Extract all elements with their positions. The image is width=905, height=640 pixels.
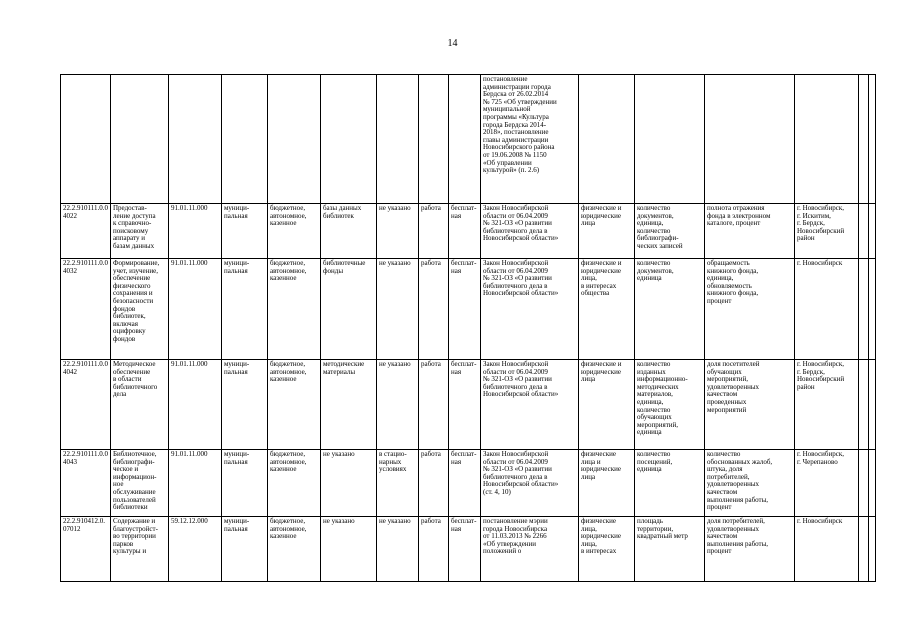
cell-pay <box>449 75 481 204</box>
cell-pay: бесплат- ная <box>449 517 481 582</box>
cell-unit: не указано <box>377 259 419 360</box>
cell-name: Методическое обеспечение в области библиотечного дела <box>111 360 169 450</box>
table-row <box>61 259 876 360</box>
cell-pay: бесплат- ная <box>449 204 481 259</box>
cell-work: работа <box>419 259 449 360</box>
cell-empty <box>859 450 869 517</box>
cell-empty <box>859 75 869 204</box>
cell-volume <box>635 75 705 204</box>
cell-type <box>222 75 268 204</box>
cell-okei: библиотечные фонды <box>321 259 377 360</box>
cell-code: 22.2.910111.0.04043 <box>61 450 111 517</box>
cell-unit <box>377 75 419 204</box>
cell-territory: г. Новосибирск, г. Искитим, г. Бердск, Новосибирский район <box>795 204 859 259</box>
cell-okei <box>321 75 377 204</box>
cell-consumers: физические и юридические лица <box>579 204 635 259</box>
cell-law: Закон Новосибирской области от 06.04.2009 № 321-ОЗ «О развитии библиотечного дела в Новосибирской области» <box>481 360 579 450</box>
cell-law: Закон Новосибирской области от 06.04.2009 № 321-ОЗ «О развитии библиотечного дела в Новосибирской области» <box>481 259 579 360</box>
cell-consumers: физические лица, юридические лица, в интересах <box>579 517 635 582</box>
cell-name: Формирование, учет, изучение, обеспечение физического сохранения и безопасности фондов библиотек, включая оцифровку фондов <box>111 259 169 360</box>
cell-quality: полнота отражения фонда в электронном каталоге, процент <box>705 204 795 259</box>
cell-empty <box>869 517 876 582</box>
cell-institution: бюджетное, автономное, казенное <box>268 204 321 259</box>
cell-institution: бюджетное, автономное, казенное <box>268 259 321 360</box>
cell-okved <box>169 75 222 204</box>
cell-type: муници- пальная <box>222 360 268 450</box>
cell-quality <box>705 75 795 204</box>
cell-institution <box>268 75 321 204</box>
cell-type: муници- пальная <box>222 259 268 360</box>
cell-work <box>419 75 449 204</box>
cell-name: Библиотечное, библиографи- ческое и информацион- ное обслуживание пользователей библиотеки <box>111 450 169 517</box>
cell-code: 22.2.910111.0.04022 <box>61 204 111 259</box>
cell-type: муници- пальная <box>222 517 268 582</box>
cell-empty <box>869 204 876 259</box>
cell-territory: г. Новосибирск, г. Черепаново <box>795 450 859 517</box>
cell-territory: г. Новосибирск <box>795 259 859 360</box>
cell-consumers: физические и юридические лица, в интересах общества <box>579 259 635 360</box>
cell-unit: в стацио- нарных условиях <box>377 450 419 517</box>
table-row <box>61 75 876 204</box>
cell-empty <box>869 360 876 450</box>
cell-unit: не указано <box>377 360 419 450</box>
table-row <box>61 360 876 450</box>
cell-territory: г. Новосибирск, г. Бердск, Новосибирский район <box>795 360 859 450</box>
cell-empty <box>859 204 869 259</box>
cell-okved: 91.01.11.000 <box>169 450 222 517</box>
cell-empty <box>869 259 876 360</box>
cell-empty <box>859 360 869 450</box>
cell-type: муници- пальная <box>222 450 268 517</box>
cell-territory: г. Новосибирск <box>795 517 859 582</box>
cell-volume: количество документов, единица <box>635 259 705 360</box>
cell-volume: количество посещений, единица <box>635 450 705 517</box>
cell-territory <box>795 75 859 204</box>
cell-type: муници- пальная <box>222 204 268 259</box>
cell-empty <box>869 75 876 204</box>
cell-institution: бюджетное, автономное, казенное <box>268 360 321 450</box>
cell-quality: доля потребителей, удовлетворенных качеством выполнения работы, процент <box>705 517 795 582</box>
cell-empty <box>869 450 876 517</box>
services-register-table <box>60 74 876 582</box>
cell-quality: количество обоснованных жалоб, штука, доля потребителей, удовлетворенных качеством выполнения работы, процент <box>705 450 795 517</box>
cell-volume: количество изданных информационно- методических материалов, единица, количество обучающих мероприятий, единица <box>635 360 705 450</box>
cell-work: работа <box>419 360 449 450</box>
cell-okved: 91.01.11.000 <box>169 204 222 259</box>
cell-consumers <box>579 75 635 204</box>
cell-okei: не указано <box>321 450 377 517</box>
cell-volume: площадь территории, квадратный метр <box>635 517 705 582</box>
cell-empty <box>859 517 869 582</box>
cell-quality: доля посетителей обучающих мероприятий, удовлетворенных качеством проведенных мероприятий <box>705 360 795 450</box>
cell-pay: бесплат- ная <box>449 259 481 360</box>
cell-code: 22.2.910111.0.04042 <box>61 360 111 450</box>
cell-work: работа <box>419 450 449 517</box>
cell-work: работа <box>419 204 449 259</box>
cell-law: Закон Новосибирской области от 06.04.2009 № 321-ОЗ «О развитии библиотечного дела в Новосибирской области» <box>481 204 579 259</box>
cell-quality: обращаемость книжного фонда, единица, обновляемость книжного фонда, процент <box>705 259 795 360</box>
cell-okved: 91.01.11.000 <box>169 259 222 360</box>
cell-work: работа <box>419 517 449 582</box>
cell-okei: методические материалы <box>321 360 377 450</box>
cell-code: 22.2.910111.0.04032 <box>61 259 111 360</box>
page-number: 14 <box>447 38 458 49</box>
cell-law: Закон Новосибирской области от 06.04.2009 № 321-ОЗ «О развитии библиотечного дела в Новосибирской области» (ст. 4, 10) <box>481 450 579 517</box>
cell-consumers: физические и юридические лица <box>579 360 635 450</box>
cell-okei: не указано <box>321 517 377 582</box>
cell-unit: не указано <box>377 517 419 582</box>
table-row <box>61 517 876 582</box>
cell-name: Содержание и благоустройст- во территории парков культуры и <box>111 517 169 582</box>
cell-institution: бюджетное, автономное, казенное <box>268 517 321 582</box>
cell-pay: бесплат- ная <box>449 360 481 450</box>
cell-law: постановление администрации города Бердска от 26.02.2014 № 725 «Об утверждении муниципальной программы «Культура города Бердска 2014- 2018», постановление главы администрации Новосибирского района от 19.06.2008 № 1150 «Об управлении культурой» (п. 2.6) <box>481 75 579 204</box>
cell-consumers: физические лица и юридические лица <box>579 450 635 517</box>
cell-law: постановление мэрии города Новосибирска от 11.03.2013 № 2266 «Об утверждении положений о <box>481 517 579 582</box>
cell-okei: базы данных библиотек <box>321 204 377 259</box>
cell-name: Предостав- ление доступа к справочно- поисковому аппарату и базам данных <box>111 204 169 259</box>
cell-code <box>61 75 111 204</box>
table-row <box>61 450 876 517</box>
cell-name <box>111 75 169 204</box>
cell-okved: 59.12.12.000 <box>169 517 222 582</box>
cell-code: 22.2.910412.0.07012 <box>61 517 111 582</box>
cell-institution: бюджетное, автономное, казенное <box>268 450 321 517</box>
cell-pay: бесплат- ная <box>449 450 481 517</box>
table-row <box>61 204 876 259</box>
cell-okved: 91.01.11.000 <box>169 360 222 450</box>
cell-volume: количество документов, единица, количество библиографи- ческих записей <box>635 204 705 259</box>
cell-empty <box>859 259 869 360</box>
cell-unit: не указано <box>377 204 419 259</box>
